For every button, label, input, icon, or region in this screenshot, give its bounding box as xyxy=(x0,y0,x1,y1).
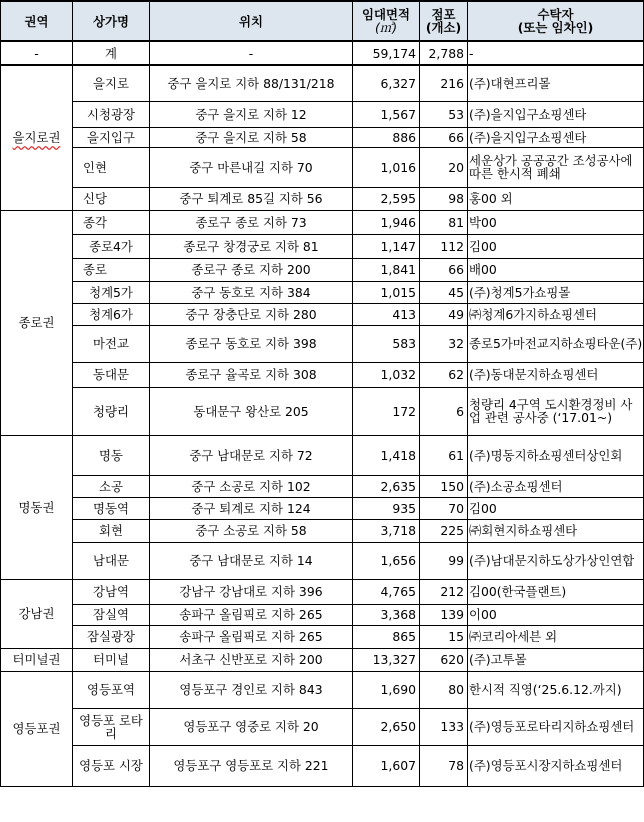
rental-area: 1,032 xyxy=(353,362,420,387)
header-area xyxy=(353,1,420,41)
table-row xyxy=(1,745,644,786)
mall-name: 시청광장 xyxy=(73,101,150,127)
region-cell xyxy=(1,65,73,210)
mall-location: 종로구 창경궁로 지하 81 xyxy=(150,234,353,258)
table-row xyxy=(1,210,644,234)
lessee: 박00 xyxy=(468,210,644,234)
table-row xyxy=(1,542,644,579)
mall-name: 신당 xyxy=(73,187,150,210)
table-row xyxy=(1,579,644,604)
lessee: 배00 xyxy=(468,258,644,281)
table-row xyxy=(1,147,644,187)
mall-name: 명동 xyxy=(73,435,150,475)
mall-location: 중구 남대문로 지하 72 xyxy=(150,435,353,475)
table-row xyxy=(1,127,644,147)
store-count: 150 xyxy=(420,475,468,497)
table-row xyxy=(1,258,644,281)
rental-area: 1,147 xyxy=(353,234,420,258)
table-row xyxy=(1,475,644,497)
table-row xyxy=(1,625,644,648)
store-count: 70 xyxy=(420,497,468,519)
store-count: 66 xyxy=(420,258,468,281)
mall-location: 송파구 올림픽로 지하 265 xyxy=(150,604,353,625)
mall-name: 명동역 xyxy=(73,497,150,519)
table-row xyxy=(1,708,644,745)
store-count: 212 xyxy=(420,579,468,604)
store-count: 98 xyxy=(420,187,468,210)
header-location: 위치 xyxy=(150,1,353,41)
mall-name: 종로 xyxy=(73,258,150,281)
lessee: 이00 xyxy=(468,604,644,625)
header-stores-unit: (개소) xyxy=(425,20,462,35)
rental-area: 1,418 xyxy=(353,435,420,475)
store-count: 6 xyxy=(420,387,468,435)
mall-name: 청량리 xyxy=(73,387,150,435)
region-name: 명동권 xyxy=(18,499,55,515)
total-stores: 2,788 xyxy=(420,41,468,65)
store-count: 81 xyxy=(420,210,468,234)
mall-location: 중구 장충단로 지하 280 xyxy=(150,303,353,325)
mall-location: 중구 퇴계로 85길 지하 56 xyxy=(150,187,353,210)
lessee: (주)고투몰 xyxy=(468,648,644,671)
total-area: 59,174 xyxy=(353,41,420,65)
rental-area: 1,690 xyxy=(353,671,420,708)
lessee: 김00(한국플랜트) xyxy=(468,579,644,604)
table-row xyxy=(1,303,644,325)
mall-name: 잠실역 xyxy=(73,604,150,625)
table-row xyxy=(1,65,644,101)
mall-location: 중구 마른내길 지하 70 xyxy=(150,147,353,187)
store-count: 216 xyxy=(420,65,468,101)
mall-name: 강남역 xyxy=(73,579,150,604)
table-body xyxy=(1,41,644,786)
store-count: 20 xyxy=(420,147,468,187)
store-count: 78 xyxy=(420,745,468,786)
mall-location: 동대문구 왕산로 205 xyxy=(150,387,353,435)
header-name: 상가명 xyxy=(73,1,150,41)
header-lessee xyxy=(468,1,644,41)
mall-location: 종로구 동호로 지하 398 xyxy=(150,325,353,362)
region-cell xyxy=(1,648,73,671)
lessee: (주)소공쇼핑센터 xyxy=(468,475,644,497)
table-header xyxy=(1,1,644,41)
mall-name: 영등포역 xyxy=(73,671,150,708)
lessee: ㈜청계6가지하쇼핑센터 xyxy=(468,303,644,325)
rental-area: 865 xyxy=(353,625,420,648)
table-row xyxy=(1,362,644,387)
store-count: 99 xyxy=(420,542,468,579)
rental-area: 1,015 xyxy=(353,281,420,303)
table-row xyxy=(1,519,644,542)
store-count: 225 xyxy=(420,519,468,542)
mall-name: 소공 xyxy=(73,475,150,497)
rental-area: 1,016 xyxy=(353,147,420,187)
rental-area: 13,327 xyxy=(353,648,420,671)
mall-location: 송파구 올림픽로 지하 265 xyxy=(150,625,353,648)
mall-location: 영등포구 영중로 지하 20 xyxy=(150,708,353,745)
mall-name: 영등포 시장 xyxy=(73,745,150,786)
table-row xyxy=(1,671,644,708)
mall-name: 인현 xyxy=(73,147,150,187)
mall-name: 을지입구 xyxy=(73,127,150,147)
total-lessee: - xyxy=(468,41,644,65)
store-count: 80 xyxy=(420,671,468,708)
table-row xyxy=(1,281,644,303)
header-stores-label: 점포 xyxy=(431,7,456,22)
lessee: 세운상가 공공공간 조성공사에 따른 한시적 폐쇄 xyxy=(468,147,644,187)
rental-area: 3,368 xyxy=(353,604,420,625)
region-cell xyxy=(1,435,73,579)
mall-location: 중구 소공로 지하 58 xyxy=(150,519,353,542)
region-name: 을지로권 xyxy=(12,130,61,146)
region-name: 종로권 xyxy=(18,315,55,330)
mall-name: 종각 xyxy=(73,210,150,234)
rental-area: 4,765 xyxy=(353,579,420,604)
rental-area: 1,607 xyxy=(353,745,420,786)
table-row xyxy=(1,325,644,362)
header-lessee-label: 수탁자 xyxy=(537,7,574,22)
mall-name: 마전교 xyxy=(73,325,150,362)
total-region: - xyxy=(1,41,73,65)
rental-area: 3,718 xyxy=(353,519,420,542)
store-count: 66 xyxy=(420,127,468,147)
table-row xyxy=(1,101,644,127)
lessee: (주)을지입구쇼핑센타 xyxy=(468,101,644,127)
table-row xyxy=(1,187,644,210)
lessee: (주)청계5가쇼핑몰 xyxy=(468,281,644,303)
mall-location: 종로구 율곡로 지하 308 xyxy=(150,362,353,387)
region-cell xyxy=(1,671,73,786)
region-cell xyxy=(1,210,73,435)
mall-location: 중구 을지로 지하 12 xyxy=(150,101,353,127)
mall-location: 강남구 강남대로 지하 396 xyxy=(150,579,353,604)
mall-location: 중구 남대문로 지하 14 xyxy=(150,542,353,579)
rental-area: 2,650 xyxy=(353,708,420,745)
store-count: 133 xyxy=(420,708,468,745)
rental-area: 1,567 xyxy=(353,101,420,127)
mall-location: 중구 을지로 지하 88/131/218 xyxy=(150,65,353,101)
rental-area: 935 xyxy=(353,497,420,519)
total-row xyxy=(1,41,644,65)
table-row xyxy=(1,497,644,519)
mall-location: 종로구 종로 지하 200 xyxy=(150,258,353,281)
table-row xyxy=(1,604,644,625)
rental-area: 886 xyxy=(353,127,420,147)
lessee: ㈜코리아세븐 외 xyxy=(468,625,644,648)
store-count: 15 xyxy=(420,625,468,648)
region-name: 강남권 xyxy=(18,606,55,621)
mall-name: 회현 xyxy=(73,519,150,542)
mall-location: 중구 소공로 지하 102 xyxy=(150,475,353,497)
lessee: (주)남대문지하도상가상인연합 xyxy=(468,542,644,579)
lessee: 청량리 4구역 도시환경정비 사업 관련 공사중 (‘17.01~) xyxy=(468,387,644,435)
region-name: 터미널권 xyxy=(12,652,61,667)
store-count: 139 xyxy=(420,604,468,625)
rental-area: 1,946 xyxy=(353,210,420,234)
rental-area: 1,656 xyxy=(353,542,420,579)
mall-location: 서초구 신반포로 지하 200 xyxy=(150,648,353,671)
table-row xyxy=(1,387,644,435)
rental-area: 2,635 xyxy=(353,475,420,497)
mall-name: 동대문 xyxy=(73,362,150,387)
header-area-label: 임대면적 xyxy=(362,7,410,22)
rental-area: 1,841 xyxy=(353,258,420,281)
region-cell xyxy=(1,579,73,648)
header-region: 권역 xyxy=(1,1,73,41)
store-count: 49 xyxy=(420,303,468,325)
store-count: 112 xyxy=(420,234,468,258)
lessee: (주)명동지하쇼핑센터상인회 xyxy=(468,435,644,475)
lessee: (주)영등포시장지하쇼핑센터 xyxy=(468,745,644,786)
rental-area: 172 xyxy=(353,387,420,435)
store-count: 62 xyxy=(420,362,468,387)
mall-location: 중구 동호로 지하 384 xyxy=(150,281,353,303)
lessee: 한시적 직영(‘25.6.12.까지) xyxy=(468,671,644,708)
lessee: (주)대현프리몰 xyxy=(468,65,644,101)
table-row xyxy=(1,234,644,258)
store-count: 32 xyxy=(420,325,468,362)
rental-area: 2,595 xyxy=(353,187,420,210)
mall-name: 을지로 xyxy=(73,65,150,101)
lessee: 김00 xyxy=(468,497,644,519)
total-name: 계 xyxy=(73,41,150,65)
mall-name: 청계5가 xyxy=(73,281,150,303)
mall-name: 터미널 xyxy=(73,648,150,671)
lessee: (주)을지입구쇼핑센타 xyxy=(468,127,644,147)
table-row xyxy=(1,648,644,671)
mall-name: 영등포 로타리 xyxy=(73,708,150,745)
lessee: (주)동대문지하쇼핑센터 xyxy=(468,362,644,387)
mall-name: 남대문 xyxy=(73,542,150,579)
lessee: 홍00 외 xyxy=(468,187,644,210)
store-count: 61 xyxy=(420,435,468,475)
mall-name: 청계6가 xyxy=(73,303,150,325)
lessee: 종로5가마전교지하쇼핑타운(주) xyxy=(468,325,644,362)
mall-name: 잠실광장 xyxy=(73,625,150,648)
total-location: - xyxy=(150,41,353,65)
lessee: ㈜회현지하쇼핑센타 xyxy=(468,519,644,542)
mall-location: 중구 을지로 지하 58 xyxy=(150,127,353,147)
mall-location: 중구 퇴계로 지하 124 xyxy=(150,497,353,519)
store-count: 620 xyxy=(420,648,468,671)
mall-location: 영등포구 영등포로 지하 221 xyxy=(150,745,353,786)
header-lessee-sub: (또는 임차인) xyxy=(517,20,594,35)
rental-area: 413 xyxy=(353,303,420,325)
mall-location: 영등포구 경인로 지하 843 xyxy=(150,671,353,708)
mall-name: 종로4가 xyxy=(73,234,150,258)
store-count: 53 xyxy=(420,101,468,127)
lessee: 김00 xyxy=(468,234,644,258)
header-stores xyxy=(420,1,468,41)
lessee: (주)영등포로타리지하쇼핑센터 xyxy=(468,708,644,745)
mall-location: 종로구 종로 지하 73 xyxy=(150,210,353,234)
rental-area: 6,327 xyxy=(353,65,420,101)
rental-area: 583 xyxy=(353,325,420,362)
table-row xyxy=(1,435,644,475)
region-name: 영등포권 xyxy=(12,721,61,736)
store-count: 45 xyxy=(420,281,468,303)
header-area-unit: (㎡) xyxy=(374,20,398,35)
